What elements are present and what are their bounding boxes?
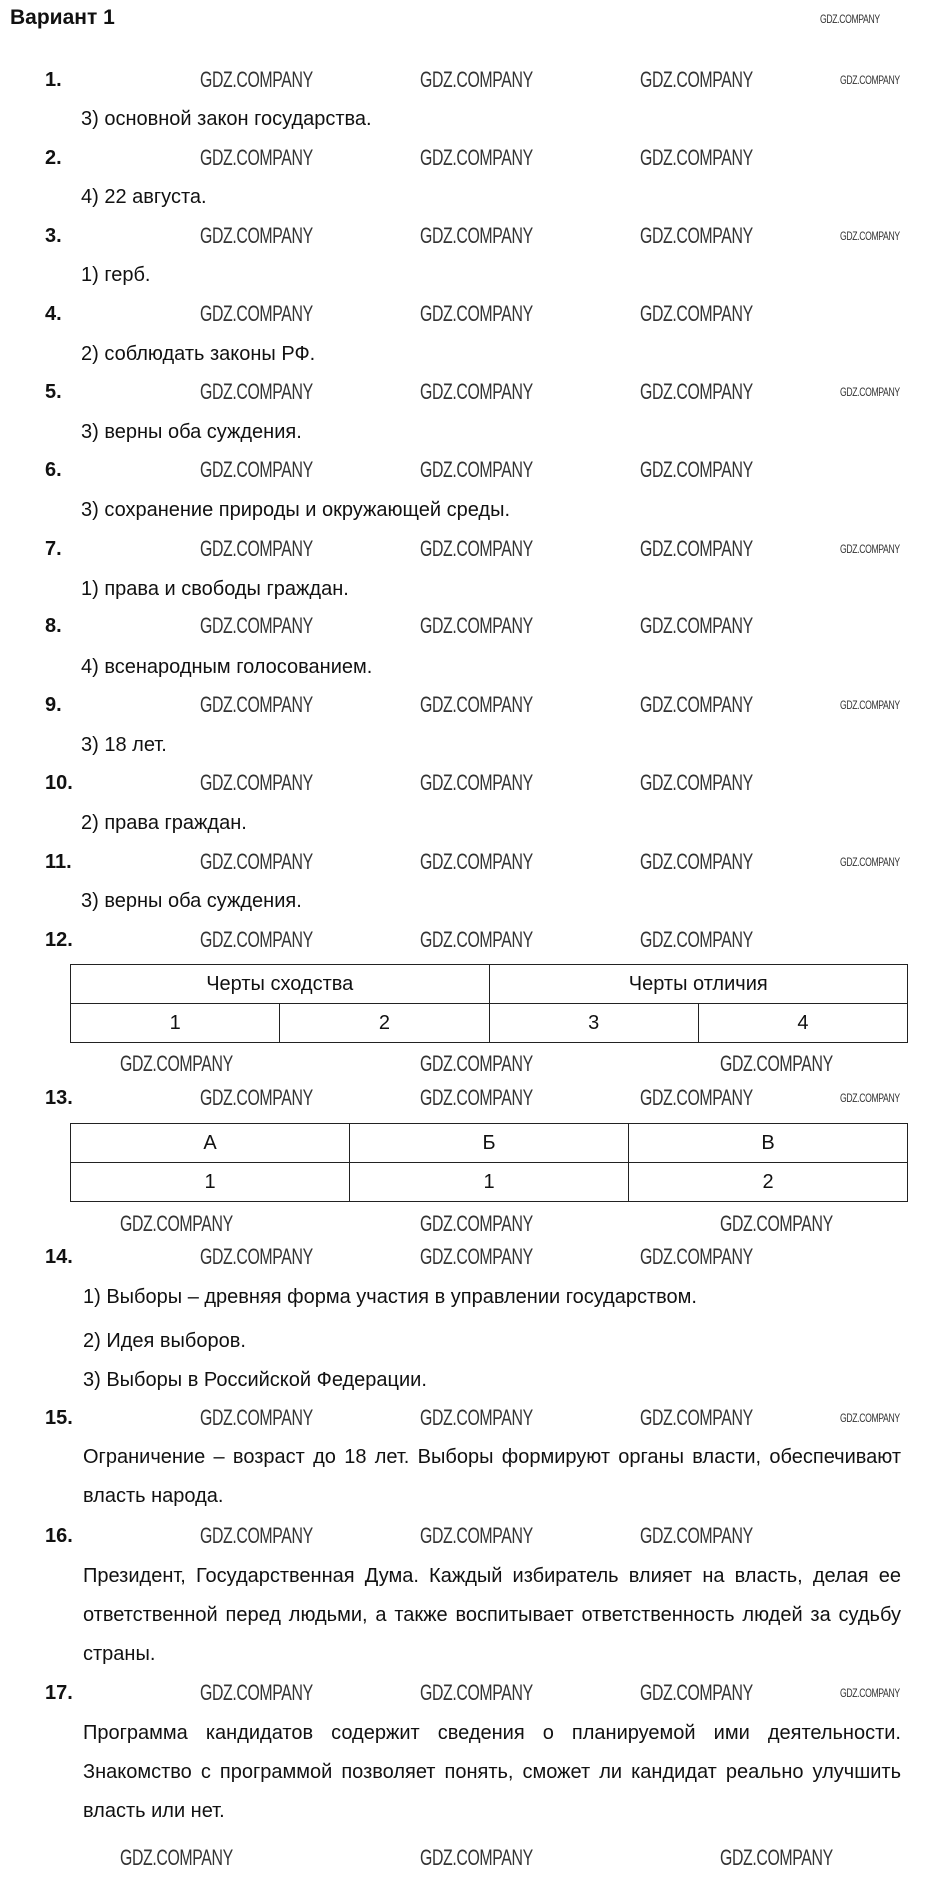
answer: 3) верны оба суждения.	[81, 421, 302, 443]
watermark: GDZ.COMPANY	[200, 457, 313, 482]
watermark: GDZ.COMPANY	[720, 1051, 833, 1076]
watermark: GDZ.COMPANY	[420, 1523, 533, 1548]
table-cell: 4	[698, 1004, 907, 1043]
answer: 4) всенародным голосованием.	[81, 656, 373, 678]
watermark: GDZ.COMPANY	[640, 536, 753, 561]
watermark: GDZ.COMPANY	[200, 536, 313, 561]
watermark: GDZ.COMPANY	[840, 1091, 900, 1105]
watermark: GDZ.COMPANY	[420, 536, 533, 561]
watermark: GDZ.COMPANY	[200, 223, 313, 248]
watermark: GDZ.COMPANY	[640, 457, 753, 482]
watermark: GDZ.COMPANY	[420, 67, 533, 92]
watermark: GDZ.COMPANY	[200, 1405, 313, 1430]
watermark: GDZ.COMPANY	[420, 1845, 533, 1870]
watermark: GDZ.COMPANY	[640, 613, 753, 638]
answer: 1) герб.	[81, 264, 151, 286]
watermark: GDZ.COMPANY	[200, 1523, 313, 1548]
answer: 1) права и свободы граждан.	[81, 578, 349, 600]
watermark: GDZ.COMPANY	[120, 1211, 233, 1236]
answer: 3) основной закон государства.	[81, 108, 372, 130]
watermark: GDZ.COMPANY	[840, 1411, 900, 1425]
question-number: 3.	[45, 225, 62, 247]
watermark: GDZ.COMPANY	[640, 1405, 753, 1430]
watermark: GDZ.COMPANY	[840, 1686, 900, 1700]
question-number: 8.	[45, 615, 62, 637]
table-header: Черты отличия	[489, 965, 908, 1004]
answer: 3) сохранение природы и окружающей среды.	[81, 499, 511, 521]
table-cell: 1	[71, 1004, 280, 1043]
question-number: 2.	[45, 147, 62, 169]
watermark: GDZ.COMPANY	[820, 12, 880, 26]
watermark: GDZ.COMPANY	[200, 67, 313, 92]
watermark: GDZ.COMPANY	[420, 1680, 533, 1705]
table-cell: 2	[280, 1004, 489, 1043]
plan-line: 2) Идея выборов.	[83, 1330, 246, 1352]
watermark: GDZ.COMPANY	[420, 379, 533, 404]
answer-paragraph: Ограничение – возраст до 18 лет. Выборы формируют органы власти, обеспечивают власть народа.	[83, 1446, 901, 1507]
watermark: GDZ.COMPANY	[420, 770, 533, 795]
plan-line: 3) Выборы в Российской Федерации.	[83, 1369, 427, 1391]
watermark: GDZ.COMPANY	[200, 1085, 313, 1110]
watermark: GDZ.COMPANY	[640, 379, 753, 404]
watermark: GDZ.COMPANY	[200, 1680, 313, 1705]
table-header: В	[629, 1124, 908, 1163]
watermark: GDZ.COMPANY	[120, 1845, 233, 1870]
question-number: 12.	[45, 929, 73, 951]
question-number: 11.	[45, 851, 72, 873]
question-number: 15.	[45, 1407, 73, 1429]
watermark: GDZ.COMPANY	[840, 855, 900, 869]
question-number: 9.	[45, 694, 62, 716]
watermark: GDZ.COMPANY	[200, 379, 313, 404]
table-header: Черты сходства	[71, 965, 490, 1004]
watermark: GDZ.COMPANY	[640, 692, 753, 717]
watermark: GDZ.COMPANY	[420, 301, 533, 326]
question-number: 5.	[45, 381, 62, 403]
watermark: GDZ.COMPANY	[420, 613, 533, 638]
question-number: 4.	[45, 303, 62, 325]
watermark: GDZ.COMPANY	[640, 67, 753, 92]
watermark: GDZ.COMPANY	[840, 698, 900, 712]
watermark: GDZ.COMPANY	[200, 145, 313, 170]
matching-table	[70, 1123, 908, 1202]
watermark: GDZ.COMPANY	[640, 1085, 753, 1110]
table-header: Б	[350, 1124, 629, 1163]
answer-paragraph: Президент, Государственная Дума. Каждый избиратель влияет на власть, делая ее ответственной перед людьми, а также воспитывает ответственность людей за судьбу страны.	[83, 1565, 901, 1665]
watermark: GDZ.COMPANY	[640, 223, 753, 248]
watermark: GDZ.COMPANY	[420, 1051, 533, 1076]
watermark: GDZ.COMPANY	[640, 849, 753, 874]
answer: 4) 22 августа.	[81, 186, 207, 208]
watermark: GDZ.COMPANY	[420, 927, 533, 952]
table-cell: 1	[350, 1163, 629, 1202]
question-number: 17.	[45, 1682, 73, 1704]
watermark: GDZ.COMPANY	[840, 229, 900, 243]
page-title: Вариант 1	[10, 6, 115, 29]
watermark: GDZ.COMPANY	[200, 1244, 313, 1269]
watermark: GDZ.COMPANY	[120, 1051, 233, 1076]
table-cell: 2	[629, 1163, 908, 1202]
watermark: GDZ.COMPANY	[840, 73, 900, 87]
question-number: 6.	[45, 459, 62, 481]
watermark: GDZ.COMPANY	[420, 1085, 533, 1110]
watermark: GDZ.COMPANY	[840, 542, 900, 556]
watermark: GDZ.COMPANY	[420, 223, 533, 248]
watermark: GDZ.COMPANY	[640, 1523, 753, 1548]
question-number: 14.	[45, 1246, 73, 1268]
watermark: GDZ.COMPANY	[200, 770, 313, 795]
watermark: GDZ.COMPANY	[200, 927, 313, 952]
answer: 3) верны оба суждения.	[81, 890, 302, 912]
question-number: 7.	[45, 538, 62, 560]
watermark: GDZ.COMPANY	[420, 1405, 533, 1430]
answer: 2) права граждан.	[81, 812, 247, 834]
answer: 3) 18 лет.	[81, 734, 167, 756]
plan-line: 1) Выборы – древняя форма участия в управлении государством.	[83, 1286, 697, 1308]
watermark: GDZ.COMPANY	[420, 145, 533, 170]
question-number: 13.	[45, 1087, 73, 1109]
watermark: GDZ.COMPANY	[720, 1845, 833, 1870]
watermark: GDZ.COMPANY	[640, 770, 753, 795]
watermark: GDZ.COMPANY	[640, 1244, 753, 1269]
watermark: GDZ.COMPANY	[420, 692, 533, 717]
watermark: GDZ.COMPANY	[420, 1211, 533, 1236]
watermark: GDZ.COMPANY	[200, 692, 313, 717]
watermark: GDZ.COMPANY	[200, 849, 313, 874]
question-number: 10.	[45, 772, 73, 794]
watermark: GDZ.COMPANY	[640, 145, 753, 170]
answer: 2) соблюдать законы РФ.	[81, 343, 316, 365]
watermark: GDZ.COMPANY	[420, 849, 533, 874]
watermark: GDZ.COMPANY	[200, 301, 313, 326]
question-number: 16.	[45, 1525, 73, 1547]
watermark: GDZ.COMPANY	[720, 1211, 833, 1236]
watermark: GDZ.COMPANY	[840, 385, 900, 399]
watermark: GDZ.COMPANY	[640, 301, 753, 326]
watermark: GDZ.COMPANY	[640, 1680, 753, 1705]
table-header: А	[71, 1124, 350, 1163]
answer-paragraph: Программа кандидатов содержит сведения о планируемой ими деятельности. Знакомство с программой позволяет понять, сможет ли кандидат реально улучшить власть или нет.	[83, 1722, 901, 1822]
watermark: GDZ.COMPANY	[420, 1244, 533, 1269]
similarity-difference-table	[70, 964, 908, 1043]
table-cell: 1	[71, 1163, 350, 1202]
watermark: GDZ.COMPANY	[640, 927, 753, 952]
watermark: GDZ.COMPANY	[200, 613, 313, 638]
question-number: 1.	[45, 69, 62, 91]
table-cell: 3	[489, 1004, 698, 1043]
watermark: GDZ.COMPANY	[420, 457, 533, 482]
